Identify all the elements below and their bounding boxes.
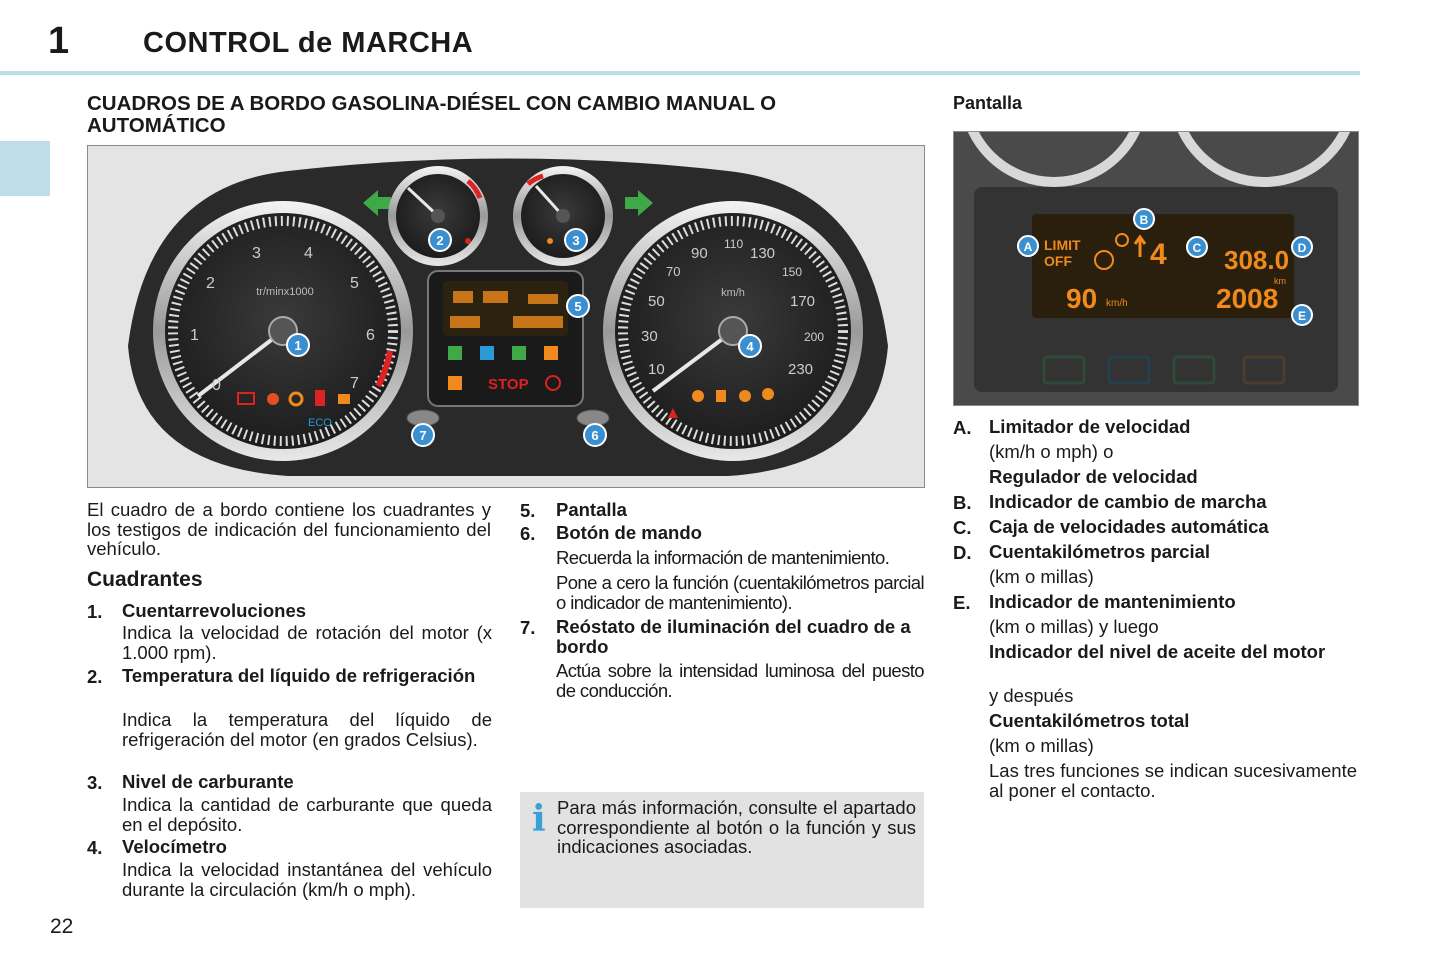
display-closeup-figure [953, 131, 1359, 406]
callout [565, 229, 587, 251]
item-description: Recuerda la información de mantenimiento. [556, 547, 890, 568]
limit-label: LIMIT [1044, 237, 1081, 253]
item-number: 5. [520, 500, 536, 521]
speed-tick: 70 [666, 264, 681, 279]
rpm-tick: 5 [350, 275, 359, 292]
item-subtext: (km o millas) y luego [989, 616, 1159, 637]
item-title: Cuentarrevoluciones [122, 600, 307, 621]
rpm-tick: 6 [366, 327, 375, 344]
svg-text:7: 7 [419, 428, 427, 443]
display-heading: Pantalla [953, 93, 1023, 113]
stop-warning: STOP [488, 376, 529, 393]
speed-tick: 30 [641, 328, 658, 345]
item-description: Indica la temperatura del líquido de refrigeración del motor (en grados Celsius). [122, 709, 492, 750]
speed-unit-label: km/h [721, 287, 745, 299]
svg-text:5: 5 [574, 299, 582, 314]
item-subtext: y después [989, 685, 1074, 706]
trip-value: 308.0 [1224, 245, 1290, 275]
item-title: Limitador de velocidad [989, 416, 1191, 437]
info-icon: i [532, 798, 546, 840]
seatbelt-warning-icon [315, 390, 325, 406]
off-label: OFF [1044, 253, 1072, 269]
svg-text:2: 2 [436, 233, 444, 248]
gear-indicator: 4 [1150, 238, 1167, 271]
header-rule [0, 71, 1360, 75]
item-subtext: (km o millas) [989, 735, 1094, 756]
rpm-tick: 3 [252, 245, 261, 262]
speed-tick: 230 [788, 361, 814, 378]
item-title: Indicador del nivel de aceite del motor [989, 641, 1326, 662]
info-box [520, 792, 924, 908]
oil-warning-icon [267, 393, 279, 405]
rear-fog-icon [544, 346, 558, 360]
svg-text:D: D [1297, 241, 1307, 255]
svg-text:C: C [1192, 241, 1202, 255]
rpm-tick: 1 [190, 327, 199, 344]
callout [567, 295, 589, 317]
info-text: Para más información, consulte el apartado correspondiente al botón o la función y sus indicaciones asociadas. [557, 797, 916, 857]
callout [429, 229, 451, 251]
fuel-low-icon [448, 376, 462, 390]
svg-text:3: 3 [572, 233, 580, 248]
svg-text:B: B [1139, 213, 1149, 227]
svg-text:A: A [1023, 240, 1033, 254]
item-letter: E. [953, 592, 971, 613]
callout [287, 334, 309, 356]
item-title: Nivel de carburante [122, 771, 294, 792]
item-title: Reóstato de iluminación del cuadro de a bordo [556, 616, 911, 657]
glow-plug-icon [338, 394, 350, 404]
item-title: Regulador de velocidad [989, 466, 1198, 487]
rpm-tick: 4 [304, 245, 313, 262]
speed-tick: 110 [724, 237, 744, 251]
svg-text:E: E [1297, 309, 1307, 323]
svg-text:6: 6 [591, 428, 599, 443]
eco-indicator: ECO [308, 417, 332, 429]
set-speed-value: 90 [1066, 283, 1098, 314]
callout [739, 335, 761, 357]
svg-text:1: 1 [294, 338, 302, 353]
total-odometer-value: 2008 [1216, 283, 1279, 314]
item-description: Indica la velocidad instantánea del vehículo durante la circulación (km/h o mph). [122, 859, 492, 900]
fog-light-icon [448, 346, 462, 360]
item-letter: C. [953, 517, 972, 538]
callout [1187, 237, 1207, 257]
item-subtext: (km o millas) [989, 566, 1094, 587]
item-description: Indica la cantidad de carburante que queda en el depósito. [122, 794, 492, 835]
callout [1292, 305, 1312, 325]
chapter-tab [0, 141, 50, 196]
item-description: Pone a cero la función (cuentakilómetros parcial o indicador de mantenimiento). [556, 572, 924, 613]
item-subtext: (km/h o mph) o [989, 441, 1114, 462]
item-number: 2. [87, 666, 103, 687]
callout [412, 424, 434, 446]
speed-tick: 150 [782, 265, 803, 279]
item-title: Botón de mando [556, 522, 702, 543]
instrument-cluster-figure [87, 145, 925, 488]
item-title: Pantalla [556, 499, 627, 520]
fuel-gauge [513, 166, 613, 266]
speed-tick: 170 [790, 293, 816, 310]
item-title: Indicador de cambio de marcha [989, 491, 1267, 512]
item-title: Cuentakilómetros parcial [989, 541, 1211, 562]
item-title: Indicador de mantenimiento [989, 591, 1236, 612]
section-title: CUADROS DE A BORDO GASOLINA-DIÉSEL CON CAMBIO MANUAL O AUTOMÁTICO [87, 92, 777, 137]
item-title: Temperatura del líquido de refrigeración [122, 665, 476, 686]
callout [1134, 209, 1154, 229]
trip-unit: km [1274, 276, 1286, 286]
speed-tick: 90 [691, 245, 708, 262]
item-letter: B. [953, 492, 972, 513]
page-number: 22 [50, 915, 74, 938]
speed-tick: 200 [804, 330, 825, 344]
dials-heading: Cuadrantes [87, 568, 203, 591]
item-number: 3. [87, 772, 103, 793]
item-number: 1. [87, 601, 103, 622]
tachometer [153, 201, 413, 461]
callout [1018, 236, 1038, 256]
item-letter: D. [953, 542, 972, 563]
callout [1292, 237, 1312, 257]
rpm-unit-label: tr/minx1000 [256, 286, 314, 298]
item-title: Cuentakilómetros total [989, 710, 1190, 731]
rpm-tick: 7 [350, 375, 359, 392]
item-number: 7. [520, 617, 536, 638]
item-description: Indica la velocidad de rotación del motor (x 1.000 rpm). [122, 622, 492, 663]
speed-tick: 130 [750, 245, 776, 262]
item-description: Actúa sobre la intensidad luminosa del puesto de conducción. [556, 660, 924, 701]
speedometer [603, 201, 863, 461]
item-number: 6. [520, 523, 536, 544]
rpm-tick: 2 [206, 275, 215, 292]
speed-tick: 10 [648, 361, 665, 378]
speed-tick: 50 [648, 293, 665, 310]
set-speed-unit: km/h [1106, 298, 1128, 309]
rpm-tick: 0 [212, 377, 221, 394]
chapter-title: CONTROL de MARCHA [143, 27, 474, 59]
callout [584, 424, 606, 446]
chapter-number: 1 [48, 20, 70, 62]
low-beam-icon [512, 346, 526, 360]
item-title: Velocímetro [122, 836, 227, 857]
item-number: 4. [87, 837, 103, 858]
intro-text: El cuadro de a bordo contiene los cuadrantes y los testigos de indicación del funcionamiento del vehículo. [87, 499, 491, 559]
high-beam-icon [480, 346, 494, 360]
item-title: Caja de velocidades automática [989, 516, 1269, 537]
item-note: Las tres funciones se indican sucesivamente al poner el contacto. [989, 760, 1357, 801]
item-letter: A. [953, 417, 972, 438]
svg-text:4: 4 [746, 339, 754, 354]
